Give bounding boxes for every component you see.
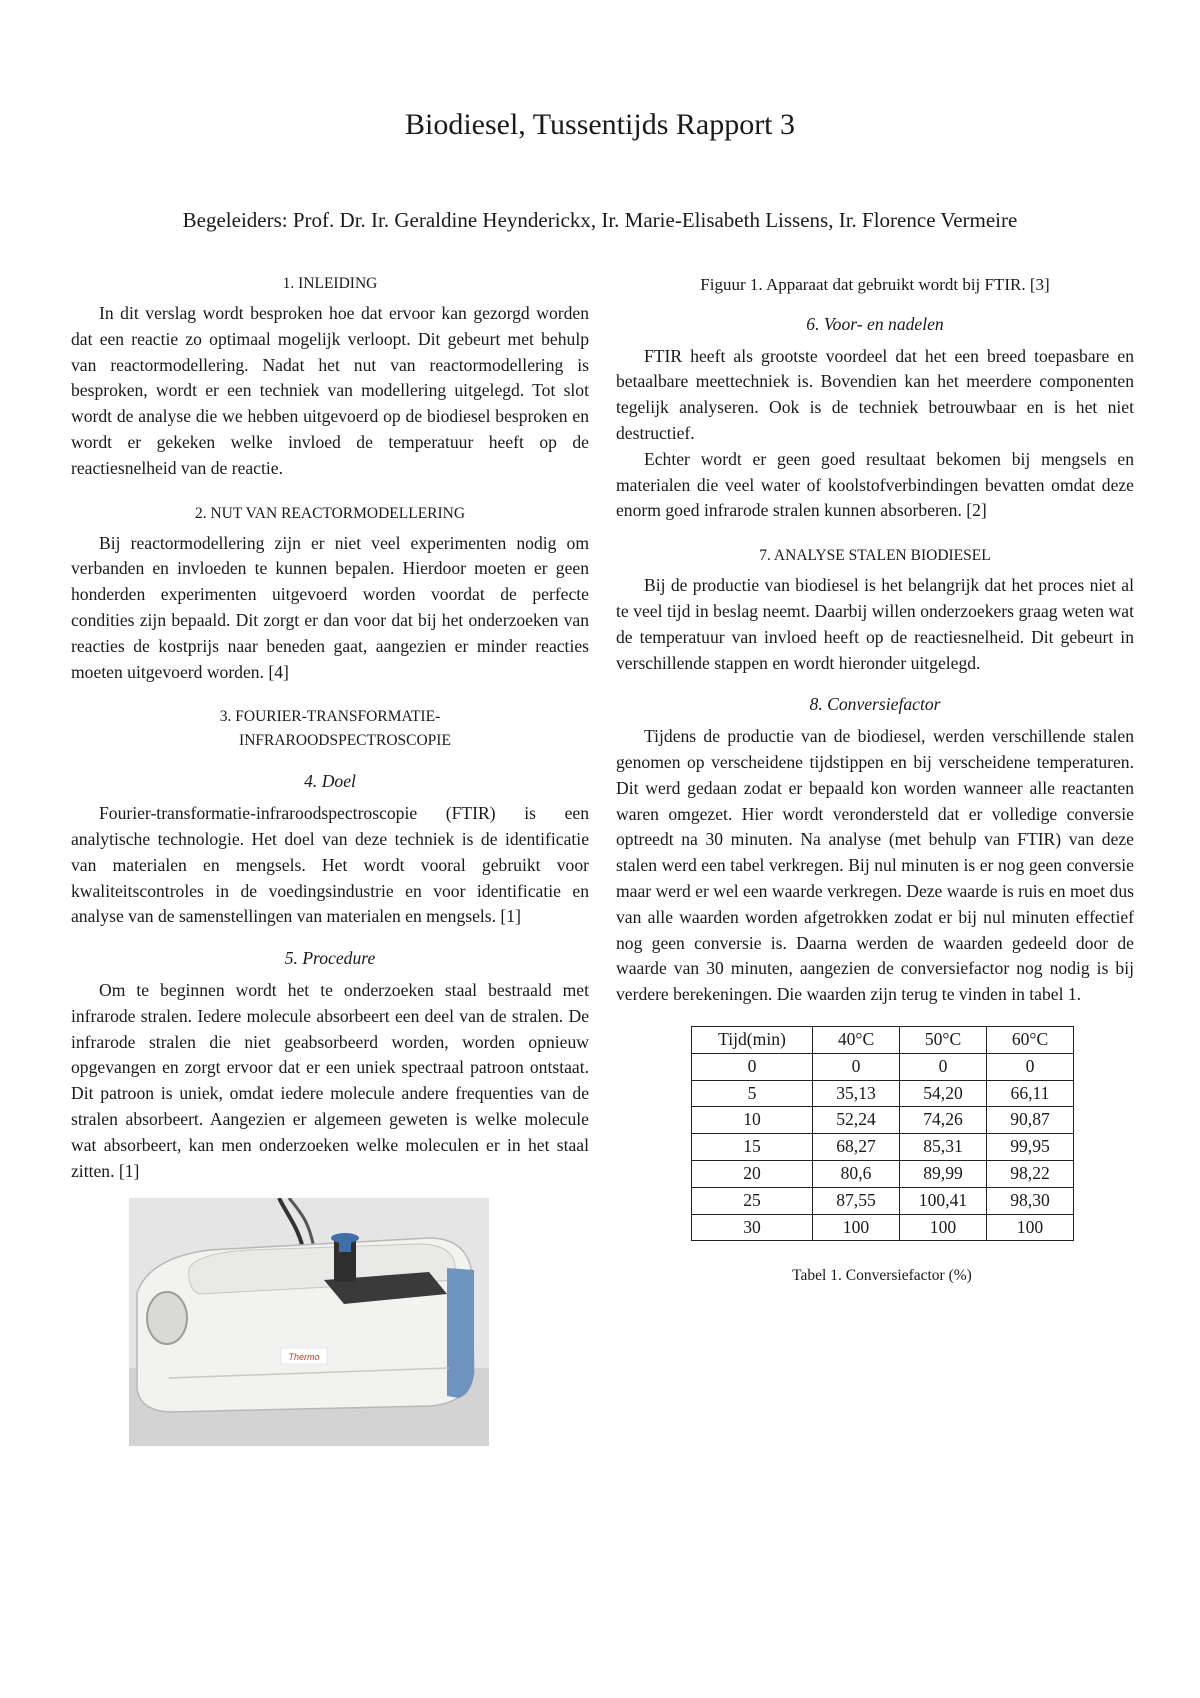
paragraph-reactormodellering: Bij reactormodellering zijn er niet veel experimenten nodig om verbanden en invloeden te kunnen bepalen. Hierdoor moeten er geen honderden experimenten uitgevoerd worden voordat de perfecte condities zijn bepaald. Dit zorgt er dan voor dat bij het onderzoeken van reacties de kostprijs naar beneden gaat, aangezien er minder reacties moeten uitgevoerd worden. [4] [71,532,589,682]
ftir-instrument-illustration [129,1198,489,1446]
table-cell: 25 [692,1187,813,1214]
table-cell: 74,26 [900,1107,987,1134]
table-header-cell: Tijd(min) [692,1026,813,1053]
section-heading-analyse: 7. ANALYSE STALEN BIODIESEL [759,547,991,565]
table-cell: 54,20 [900,1080,987,1107]
table-cell: 100 [987,1214,1074,1241]
section-heading-ftir-line2: INFRAROODSPECTROSCOPIE [239,732,451,750]
paragraph-analyse: Bij de productie van biodiesel is het belangrijk dat het proces niet al te veel tijd in beslag neemt. Daarbij willen onderzoekers graag weten wat de temperatuur van invloed heeft op de reactiesnelheid. Dit gebeurt in verschillende stappen en wordt hieronder uitgelegd. [616,575,1134,673]
table-cell: 100 [813,1214,900,1241]
section-heading-reactormodellering: 2. NUT VAN REACTORMODELLERING [194,504,466,522]
table-cell: 80,6 [813,1160,900,1187]
table-caption: Tabel 1. Conversiefactor (%) [792,1267,972,1285]
table-header-row [692,1026,1074,1053]
table-cell: 85,31 [900,1134,987,1161]
table-cell: 87,55 [813,1187,900,1214]
paragraph-doel: Fourier-transformatie-infraroodspectroscopie (FTIR) is een analytische technologie. Het doel van deze techniek is de identificatie van materialen en mengsels. Het wordt vooral gebruikt voor kwaliteitscontroles in de voedingsindustrie en voor identificatie en analyse van de samenstellingen van materialen en mengsels. [1] [71,803,589,927]
table-cell: 30 [692,1214,813,1241]
section-heading-ftir-line1: 3. FOURIER-TRANSFORMATIE- [219,708,441,726]
conversion-table [691,1026,1074,1241]
table-row [692,1107,1074,1134]
figure-caption: Figuur 1. Apparaat dat gebruikt wordt bij FTIR. [3] [700,275,1050,294]
page-title: Biodiesel, Tussentijds Rapport 3 [404,108,796,141]
paragraph-voordelen: FTIR heeft als grootste voordeel dat het een breed toepasbare en betaalbare meettechniek is. Bovendien kan het meerdere componenten tegelijk analyseren. Ook is de techniek betrouwbaar en is het niet destructief. [616,345,1134,443]
table-row [692,1053,1074,1080]
table-row [692,1134,1074,1161]
table-cell: 89,99 [900,1160,987,1187]
section-heading-inleiding: 1. INLEIDING [282,275,378,292]
subsection-heading-conversiefactor: 8. Conversiefactor [809,694,941,715]
table-cell: 98,30 [987,1187,1074,1214]
table-cell: 52,24 [813,1107,900,1134]
ftir-instrument-photo [129,1198,489,1446]
table-cell: 99,95 [987,1134,1074,1161]
table-cell: 35,13 [813,1080,900,1107]
table-header-cell: 60°C [987,1026,1074,1053]
supervisors-line: Begeleiders: Prof. Dr. Ir. Geraldine Heynderickx, Ir. Marie-Elisabeth Lissens, Ir. Florence Vermeire [182,208,1018,232]
subsection-heading-doel: 4. Doel [304,771,356,792]
conversion-table-wrapper [691,1026,1134,1241]
table-cell: 20 [692,1160,813,1187]
table-cell: 0 [987,1053,1074,1080]
table-cell: 0 [900,1053,987,1080]
table-header-cell: 50°C [900,1026,987,1053]
paragraph-nadelen: Echter wordt er geen goed resultaat bekomen bij mengsels en materialen die veel water of koolstofverbindingen bevatten omdat deze enorm goed infrarode stralen kunnen absorberen. [2] [616,448,1134,521]
right-column [616,272,1134,1289]
table-cell: 10 [692,1107,813,1134]
table-cell: 90,87 [987,1107,1074,1134]
paragraph-procedure: Om te beginnen wordt het te onderzoeken staal bestraald met infrarode stralen. Iedere molecule absorbeert een deel van de stralen. De infrarode stralen die niet geabsorbeerd worden, worden opnieuw opgevangen en zorgt ervoor dat er een uniek spectraal patroon ontstaat. Dit patroon is uniek, omdat iedere molecule andere frequenties van de stralen absorbeert. Aangezien er algemeen geweten is welke molecule wat absorbeert, kan men onderzoeken welke moleculen er in het staal zitten. [1] [71,979,589,1181]
table-row [692,1080,1074,1107]
left-column [71,272,589,1446]
table-cell: 100 [900,1214,987,1241]
table-row [692,1160,1074,1187]
table-cell: 66,11 [987,1080,1074,1107]
paragraph-inleiding: In dit verslag wordt besproken hoe dat ervoor kan gezorgd worden dat een reactie zo optimaal mogelijk verloopt. Dit gebeurt met behulp van reactormodellering. Nadat het nut van reactormodellering is besproken, wordt er een techniek van modellering uitgelegd. Tot slot wordt de analyse die we hebben uitgevoerd op de biodiesel besproken en wordt er gekeken welke invloed de temperatuur heeft op de reactiesnelheid van de reactie. [71,303,589,478]
table-row [692,1214,1074,1241]
table-cell: 5 [692,1080,813,1107]
table-cell: 98,22 [987,1160,1074,1187]
table-cell: 0 [692,1053,813,1080]
subsection-heading-procedure: 5. Procedure [284,948,376,969]
table-row [692,1187,1074,1214]
brand-label: Thermo [288,1352,320,1363]
table-header-cell: 40°C [813,1026,900,1053]
paragraph-conversiefactor: Tijdens de productie van de biodiesel, werden verschillende stalen genomen op verscheidene tijdstippen en bij verscheidene temperaturen. Dit werd gedaan zodat er bepaald kon worden wanneer alle reactanten waren omgezet. Hier wordt verondersteld dat er volledige conversie optreedt na 30 minuten. Na analyse (met behulp van FTIR) van deze stalen werd een tabel verkregen. Bij nul minuten is er nog geen conversie maar werd er wel een waarde verkregen. Deze waarde is ruis en moet dus van alle waarden worden afgetrokken zodat er bij nul minuten effectief nog geen conversie is. Daarna werden de waarden gedeeld door de waarde van 30 minuten, aangezien de conversiefactor nog nodig is bij verdere berekeningen. Die waarden zijn terug te vinden in tabel 1. [616,726,1134,1005]
table-cell: 0 [813,1053,900,1080]
table-cell: 68,27 [813,1134,900,1161]
table-cell: 100,41 [900,1187,987,1214]
subsection-heading-voor-nadelen: 6. Voor- en nadelen [806,313,944,334]
table-cell: 15 [692,1134,813,1161]
